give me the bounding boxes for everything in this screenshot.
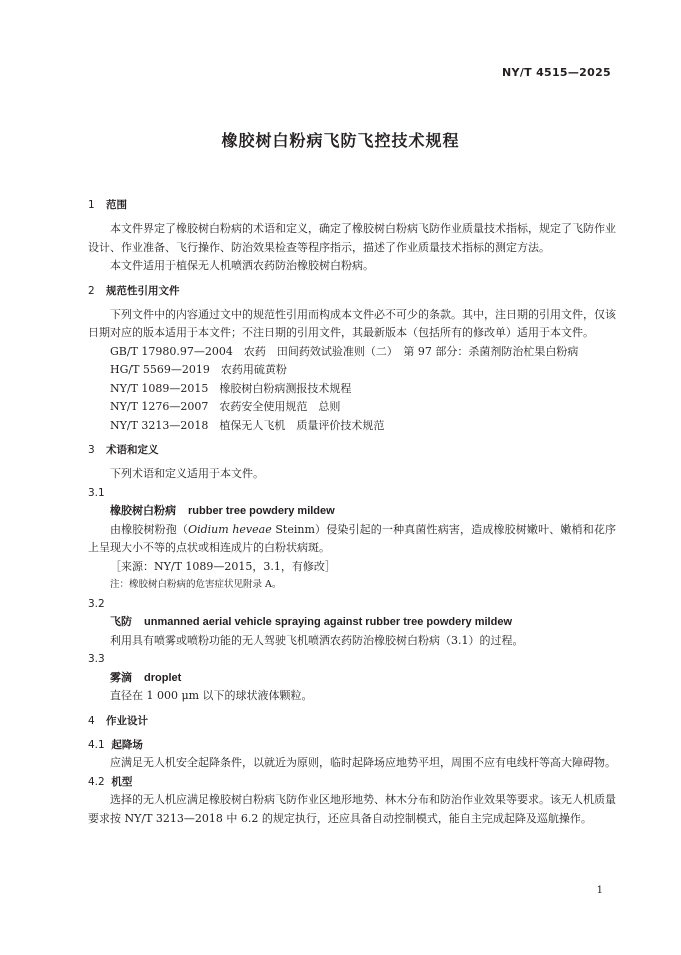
reference-item: NY/T 1089—2015 橡胶树白粉病测报技术规程	[110, 381, 352, 395]
term-zh: 雾滴	[110, 670, 132, 684]
term-entry	[88, 613, 616, 632]
term-definition: 直径在 1 000 μm 以下的球状液体颗粒。	[110, 689, 313, 702]
section-title: 术语和定义	[106, 444, 159, 456]
term-number: 3.3	[88, 653, 105, 665]
subsection-title: 机型	[111, 775, 133, 788]
section-heading	[88, 441, 616, 459]
term-definition: 利用具有喷雾或喷粉功能的无人驾驶飞机喷洒农药防治橡胶树白粉病（3.1）的过程。	[110, 633, 524, 647]
term-entry	[88, 502, 616, 521]
subsection-title: 起降场	[111, 738, 143, 751]
paragraph: 应满足无人机安全起降条件，以就近为原则，临时起降场应地势平坦，周围不应有电线杆等高大障碍物。	[110, 756, 616, 769]
document-title: 橡胶树白粉病飞防飞控技术规程	[221, 131, 460, 150]
section-number: 4	[88, 714, 95, 727]
section-number: 1	[88, 199, 95, 211]
scientific-name: Oidium heveae	[188, 522, 272, 536]
term-en: droplet	[144, 671, 182, 684]
section-title: 作业设计	[106, 714, 148, 727]
subsection-heading	[88, 773, 616, 792]
term-en: unmanned aerial vehicle spraying against rubber tree powdery mildew	[144, 616, 513, 628]
term-entry	[88, 669, 616, 688]
term-zh: 飞防	[110, 615, 132, 628]
standard-number: NY/T 4515—2025	[502, 66, 611, 79]
section-heading	[88, 282, 616, 300]
section-title: 范围	[106, 199, 127, 211]
section-number: 2	[88, 284, 95, 297]
paragraph: 选择的无人机应满足橡胶树白粉病飞防作业区地形地势、林木分布和防治作业效果等要求。该无人机质量要求按 NY/T 3213—2018 中 6.2 的规定执行，还应具备自动控制模式，能自主完成起降及巡航操作。	[88, 793, 616, 825]
term-definition: 由橡胶树粉孢（Oidium heveae Steinm）侵染引起的一种真菌性病害，造成橡胶树嫩叶、嫩梢和花序上呈现大小不等的点状或相连成片的白粉状病斑。	[88, 522, 617, 554]
subsection-number: 4.1	[88, 738, 105, 751]
paragraph: 本文件适用于植保无人机喷洒农药防治橡胶树白粉病。	[110, 259, 374, 272]
term-number: 3.1	[88, 486, 105, 499]
paragraph: 本文件界定了橡胶树白粉病的术语和定义，确定了橡胶树白粉病飞防作业质量技术指标，规定了飞防作业设计、作业准备、飞行操作、防治效果检查等程序指示，描述了作业质量技术指标的测定方法。	[88, 222, 616, 254]
reference-item: HG/T 5569—2019 农药用硫黄粉	[110, 363, 287, 376]
term-zh: 橡胶树白粉病	[110, 504, 176, 517]
document-body	[88, 196, 616, 828]
term-note: 注：橡胶树白粉病的危害症状见附录 A。	[110, 579, 282, 590]
term-source: ［来源：NY/T 1089—2015，3.1，有修改］	[110, 559, 336, 573]
reference-item: GB/T 17980.97—2004 农药 田间药效试验准则（二） 第 97 部分：杀菌剂防治杧果白粉病	[110, 344, 579, 358]
paragraph: 下列文件中的内容通过文中的规范性引用而构成本文件必不可少的条款。其中，注日期的引用文件，仅该日期对应的版本适用于本文件；不注日期的引用文件，其最新版本（包括所有的修改单）适用于本文件。	[88, 307, 616, 339]
subsection-number: 4.2	[88, 775, 105, 788]
section-heading	[88, 712, 616, 730]
section-title: 规范性引用文件	[106, 284, 180, 297]
reference-item: NY/T 1276—2007 农药安全使用规范 总则	[110, 400, 341, 413]
section-number: 3	[88, 444, 95, 456]
subsection-heading	[88, 736, 616, 755]
reference-item: NY/T 3213—2018 植保无人飞机 质量评价技术规范	[110, 418, 385, 432]
section-heading	[88, 196, 616, 214]
term-number: 3.2	[88, 597, 105, 610]
paragraph: 下列术语和定义适用于本文件。	[110, 467, 264, 480]
page-number: 1	[596, 885, 603, 896]
term-en: rubber tree powdery mildew	[188, 505, 335, 517]
